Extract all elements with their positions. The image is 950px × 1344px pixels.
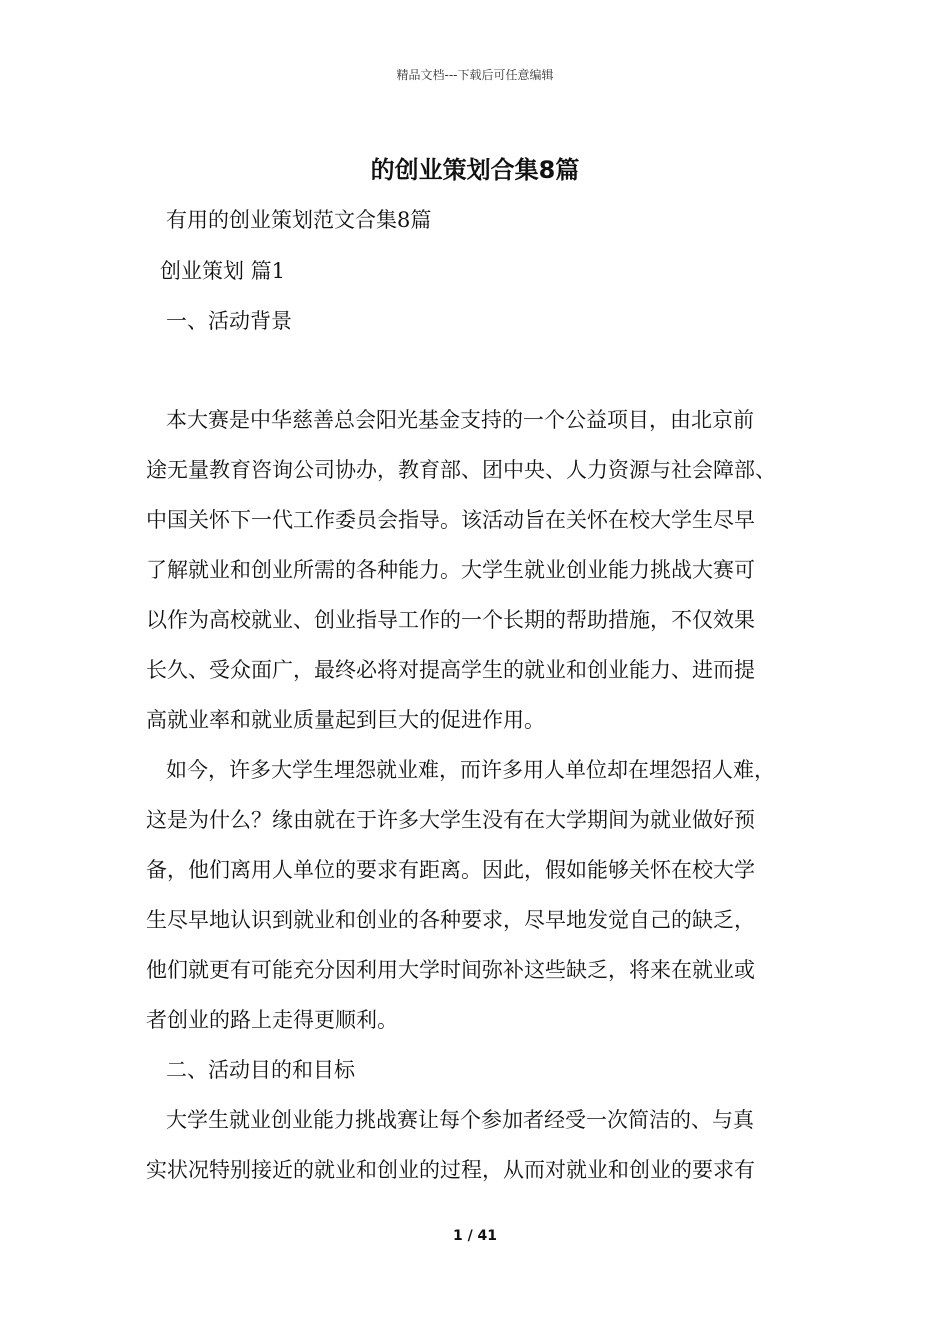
paragraph-line: 以作为高校就业、创业指导工作的一个长期的帮助措施，不仅效果	[146, 608, 755, 632]
chapter-heading: 创业策划 篇1	[160, 259, 286, 283]
paragraph-line: 了解就业和创业所需的各种能力。大学生就业创业能力挑战大赛可	[146, 558, 755, 582]
document-subtitle: 有用的创业策划范文合集8篇	[166, 208, 432, 232]
paragraph-line: 生尽早地认识到就业和创业的各种要求，尽早地发觉自己的缺乏，	[146, 908, 755, 932]
paragraph-line: 如今，许多大学生埋怨就业难，而许多用人单位却在埋怨招人难，	[166, 758, 775, 782]
section-heading-1: 一、活动背景	[166, 309, 292, 333]
paragraph-line: 他们就更有可能充分因利用大学时间弥补这些缺乏，将来在就业或	[146, 958, 755, 982]
paragraph-line: 者创业的路上走得更顺利。	[146, 1008, 398, 1032]
paragraph-line: 中国关怀下一代工作委员会指导。该活动旨在关怀在校大学生尽早	[146, 508, 755, 532]
paragraph-line: 高就业率和就业质量起到巨大的促进作用。	[146, 708, 545, 732]
section-heading-2: 二、活动目的和目标	[166, 1058, 355, 1082]
paragraph-line: 备，他们离用人单位的要求有距离。因此，假如能够关怀在校大学	[146, 858, 755, 882]
paragraph-line: 这是为什么？缘由就在于许多大学生没有在大学期间为就业做好预	[146, 808, 755, 832]
page-header: 精品文档---下载后可任意编辑	[396, 68, 554, 82]
document-title: 的创业策划合集8篇	[370, 156, 580, 184]
page-number: 1 / 41	[452, 1228, 498, 1244]
paragraph-line: 大学生就业创业能力挑战赛让每个参加者经受一次简洁的、与真	[166, 1108, 754, 1132]
paragraph-line: 长久、受众面广，最终必将对提高学生的就业和创业能力、进而提	[146, 658, 755, 682]
paragraph-line: 本大赛是中华慈善总会阳光基金支持的一个公益项目，由北京前	[166, 408, 754, 432]
paragraph-line: 途无量教育咨询公司协办，教育部、团中央、人力资源与社会障部、	[146, 458, 776, 482]
paragraph-line: 实状况特别接近的就业和创业的过程，从而对就业和创业的要求有	[146, 1158, 755, 1182]
